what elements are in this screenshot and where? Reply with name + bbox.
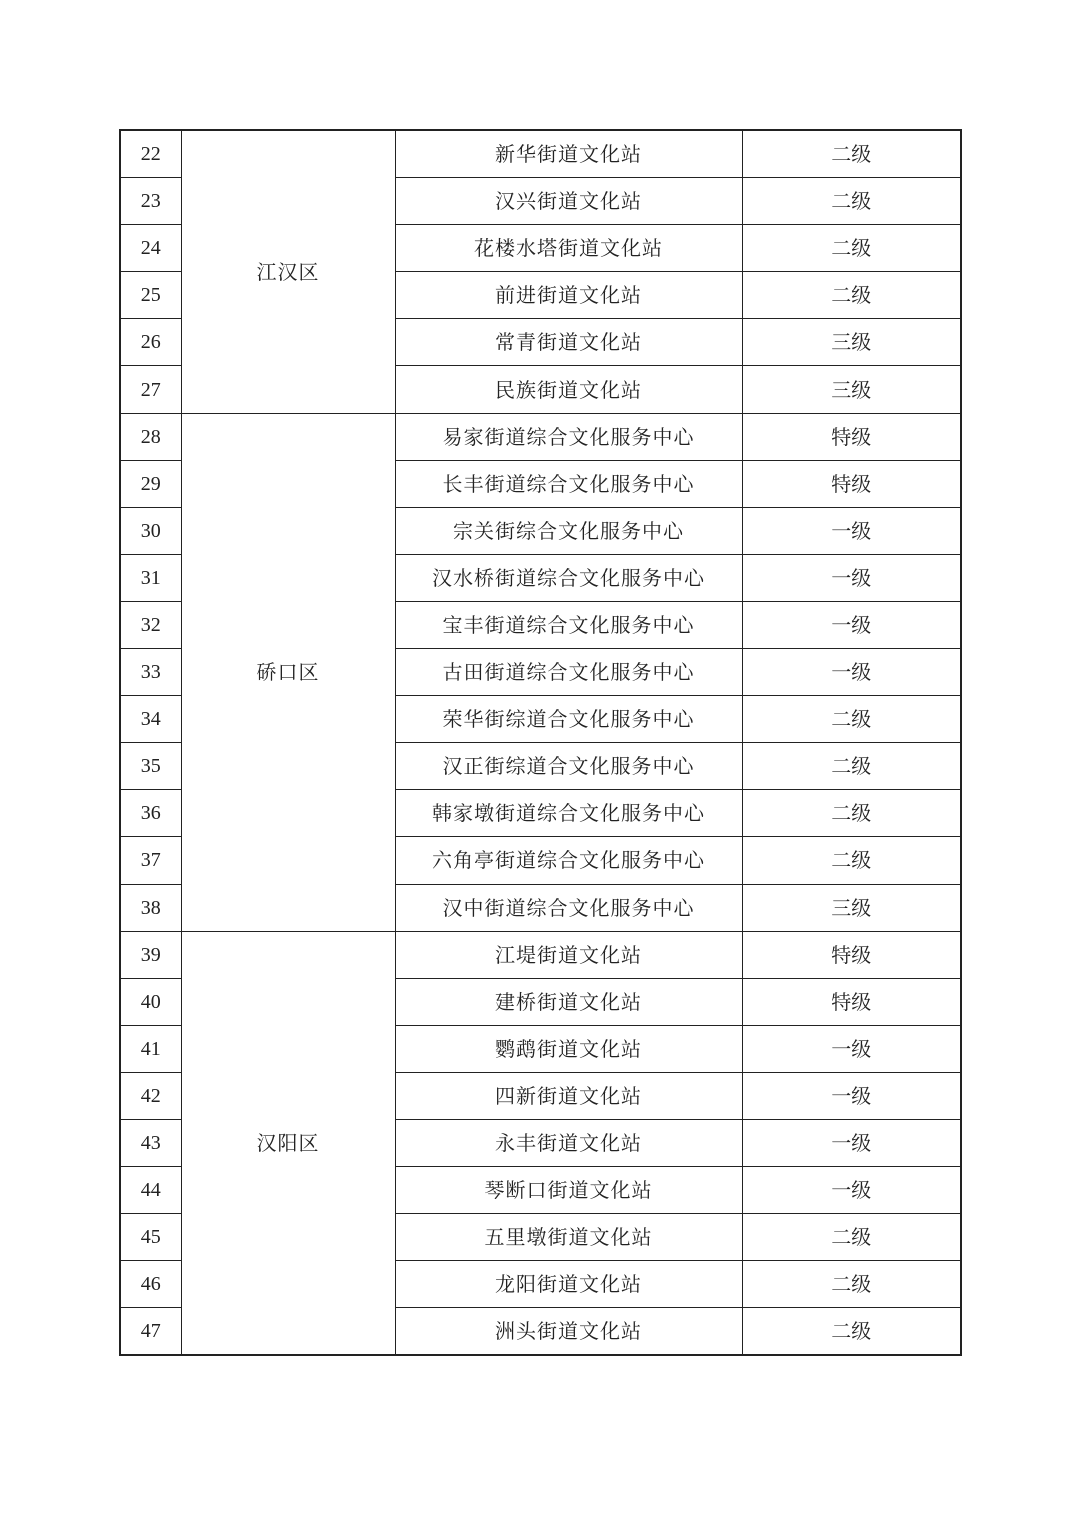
grade-level-cell: 二级 xyxy=(742,837,961,884)
table-body xyxy=(120,130,961,1355)
station-name-cell: 四新街道文化站 xyxy=(395,1072,742,1119)
grade-level-cell: 二级 xyxy=(742,1261,961,1308)
row-number-cell: 46 xyxy=(120,1261,181,1308)
grade-level-cell: 特级 xyxy=(742,931,961,978)
station-name-cell: 六角亭街道综合文化服务中心 xyxy=(395,837,742,884)
station-name-cell: 汉中街道综合文化服务中心 xyxy=(395,884,742,931)
row-number-cell: 31 xyxy=(120,554,181,601)
row-number-cell: 23 xyxy=(120,178,181,225)
grade-level-cell: 一级 xyxy=(742,601,961,648)
station-name-cell: 古田街道综合文化服务中心 xyxy=(395,649,742,696)
grade-level-cell: 二级 xyxy=(742,1214,961,1261)
grade-level-cell: 一级 xyxy=(742,554,961,601)
grade-level-cell: 二级 xyxy=(742,130,961,178)
grade-level-cell: 一级 xyxy=(742,507,961,554)
row-number-cell: 28 xyxy=(120,413,181,460)
row-number-cell: 26 xyxy=(120,319,181,366)
row-number-cell: 40 xyxy=(120,978,181,1025)
station-name-cell: 宗关街综合文化服务中心 xyxy=(395,507,742,554)
row-number-cell: 22 xyxy=(120,130,181,178)
station-name-cell: 荣华街综道合文化服务中心 xyxy=(395,696,742,743)
station-name-cell: 汉正街综道合文化服务中心 xyxy=(395,743,742,790)
grade-level-cell: 特级 xyxy=(742,460,961,507)
row-number-cell: 27 xyxy=(120,366,181,413)
row-number-cell: 36 xyxy=(120,790,181,837)
grade-level-cell: 三级 xyxy=(742,366,961,413)
grade-level-cell: 三级 xyxy=(742,319,961,366)
row-number-cell: 32 xyxy=(120,601,181,648)
grade-level-cell: 一级 xyxy=(742,649,961,696)
row-number-cell: 24 xyxy=(120,225,181,272)
grade-level-cell: 二级 xyxy=(742,225,961,272)
station-name-cell: 鹦鹉街道文化站 xyxy=(395,1025,742,1072)
grade-level-cell: 二级 xyxy=(742,696,961,743)
grade-level-cell: 二级 xyxy=(742,743,961,790)
grade-level-cell: 二级 xyxy=(742,178,961,225)
station-name-cell: 洲头街道文化站 xyxy=(395,1308,742,1356)
station-name-cell: 江堤街道文化站 xyxy=(395,931,742,978)
grade-level-cell: 一级 xyxy=(742,1025,961,1072)
row-number-cell: 37 xyxy=(120,837,181,884)
row-number-cell: 45 xyxy=(120,1214,181,1261)
table-row xyxy=(120,413,961,460)
row-number-cell: 25 xyxy=(120,272,181,319)
station-name-cell: 长丰街道综合文化服务中心 xyxy=(395,460,742,507)
station-name-cell: 易家街道综合文化服务中心 xyxy=(395,413,742,460)
row-number-cell: 42 xyxy=(120,1072,181,1119)
station-name-cell: 汉水桥街道综合文化服务中心 xyxy=(395,554,742,601)
table-row xyxy=(120,130,961,178)
station-name-cell: 五里墩街道文化站 xyxy=(395,1214,742,1261)
grade-level-cell: 特级 xyxy=(742,413,961,460)
station-name-cell: 建桥街道文化站 xyxy=(395,978,742,1025)
row-number-cell: 43 xyxy=(120,1119,181,1166)
row-number-cell: 35 xyxy=(120,743,181,790)
station-name-cell: 新华街道文化站 xyxy=(395,130,742,178)
row-number-cell: 44 xyxy=(120,1167,181,1214)
grade-level-cell: 二级 xyxy=(742,790,961,837)
station-name-cell: 常青街道文化站 xyxy=(395,319,742,366)
station-name-cell: 民族街道文化站 xyxy=(395,366,742,413)
grade-level-cell: 一级 xyxy=(742,1119,961,1166)
row-number-cell: 30 xyxy=(120,507,181,554)
grade-level-cell: 一级 xyxy=(742,1167,961,1214)
row-number-cell: 34 xyxy=(120,696,181,743)
row-number-cell: 33 xyxy=(120,649,181,696)
grade-level-cell: 二级 xyxy=(742,272,961,319)
station-name-cell: 前进街道文化站 xyxy=(395,272,742,319)
table-row xyxy=(120,931,961,978)
row-number-cell: 41 xyxy=(120,1025,181,1072)
district-cell: 江汉区 xyxy=(181,130,395,413)
row-number-cell: 39 xyxy=(120,931,181,978)
grade-level-cell: 一级 xyxy=(742,1072,961,1119)
culture-station-table xyxy=(119,129,962,1356)
grade-level-cell: 二级 xyxy=(742,1308,961,1356)
grade-level-cell: 三级 xyxy=(742,884,961,931)
station-name-cell: 汉兴街道文化站 xyxy=(395,178,742,225)
station-name-cell: 龙阳街道文化站 xyxy=(395,1261,742,1308)
row-number-cell: 38 xyxy=(120,884,181,931)
district-cell: 硚口区 xyxy=(181,413,395,931)
grade-level-cell: 特级 xyxy=(742,978,961,1025)
station-name-cell: 琴断口街道文化站 xyxy=(395,1167,742,1214)
station-name-cell: 宝丰街道综合文化服务中心 xyxy=(395,601,742,648)
row-number-cell: 29 xyxy=(120,460,181,507)
station-name-cell: 韩家墩街道综合文化服务中心 xyxy=(395,790,742,837)
row-number-cell: 47 xyxy=(120,1308,181,1356)
station-name-cell: 永丰街道文化站 xyxy=(395,1119,742,1166)
station-name-cell: 花楼水塔街道文化站 xyxy=(395,225,742,272)
district-cell: 汉阳区 xyxy=(181,931,395,1355)
